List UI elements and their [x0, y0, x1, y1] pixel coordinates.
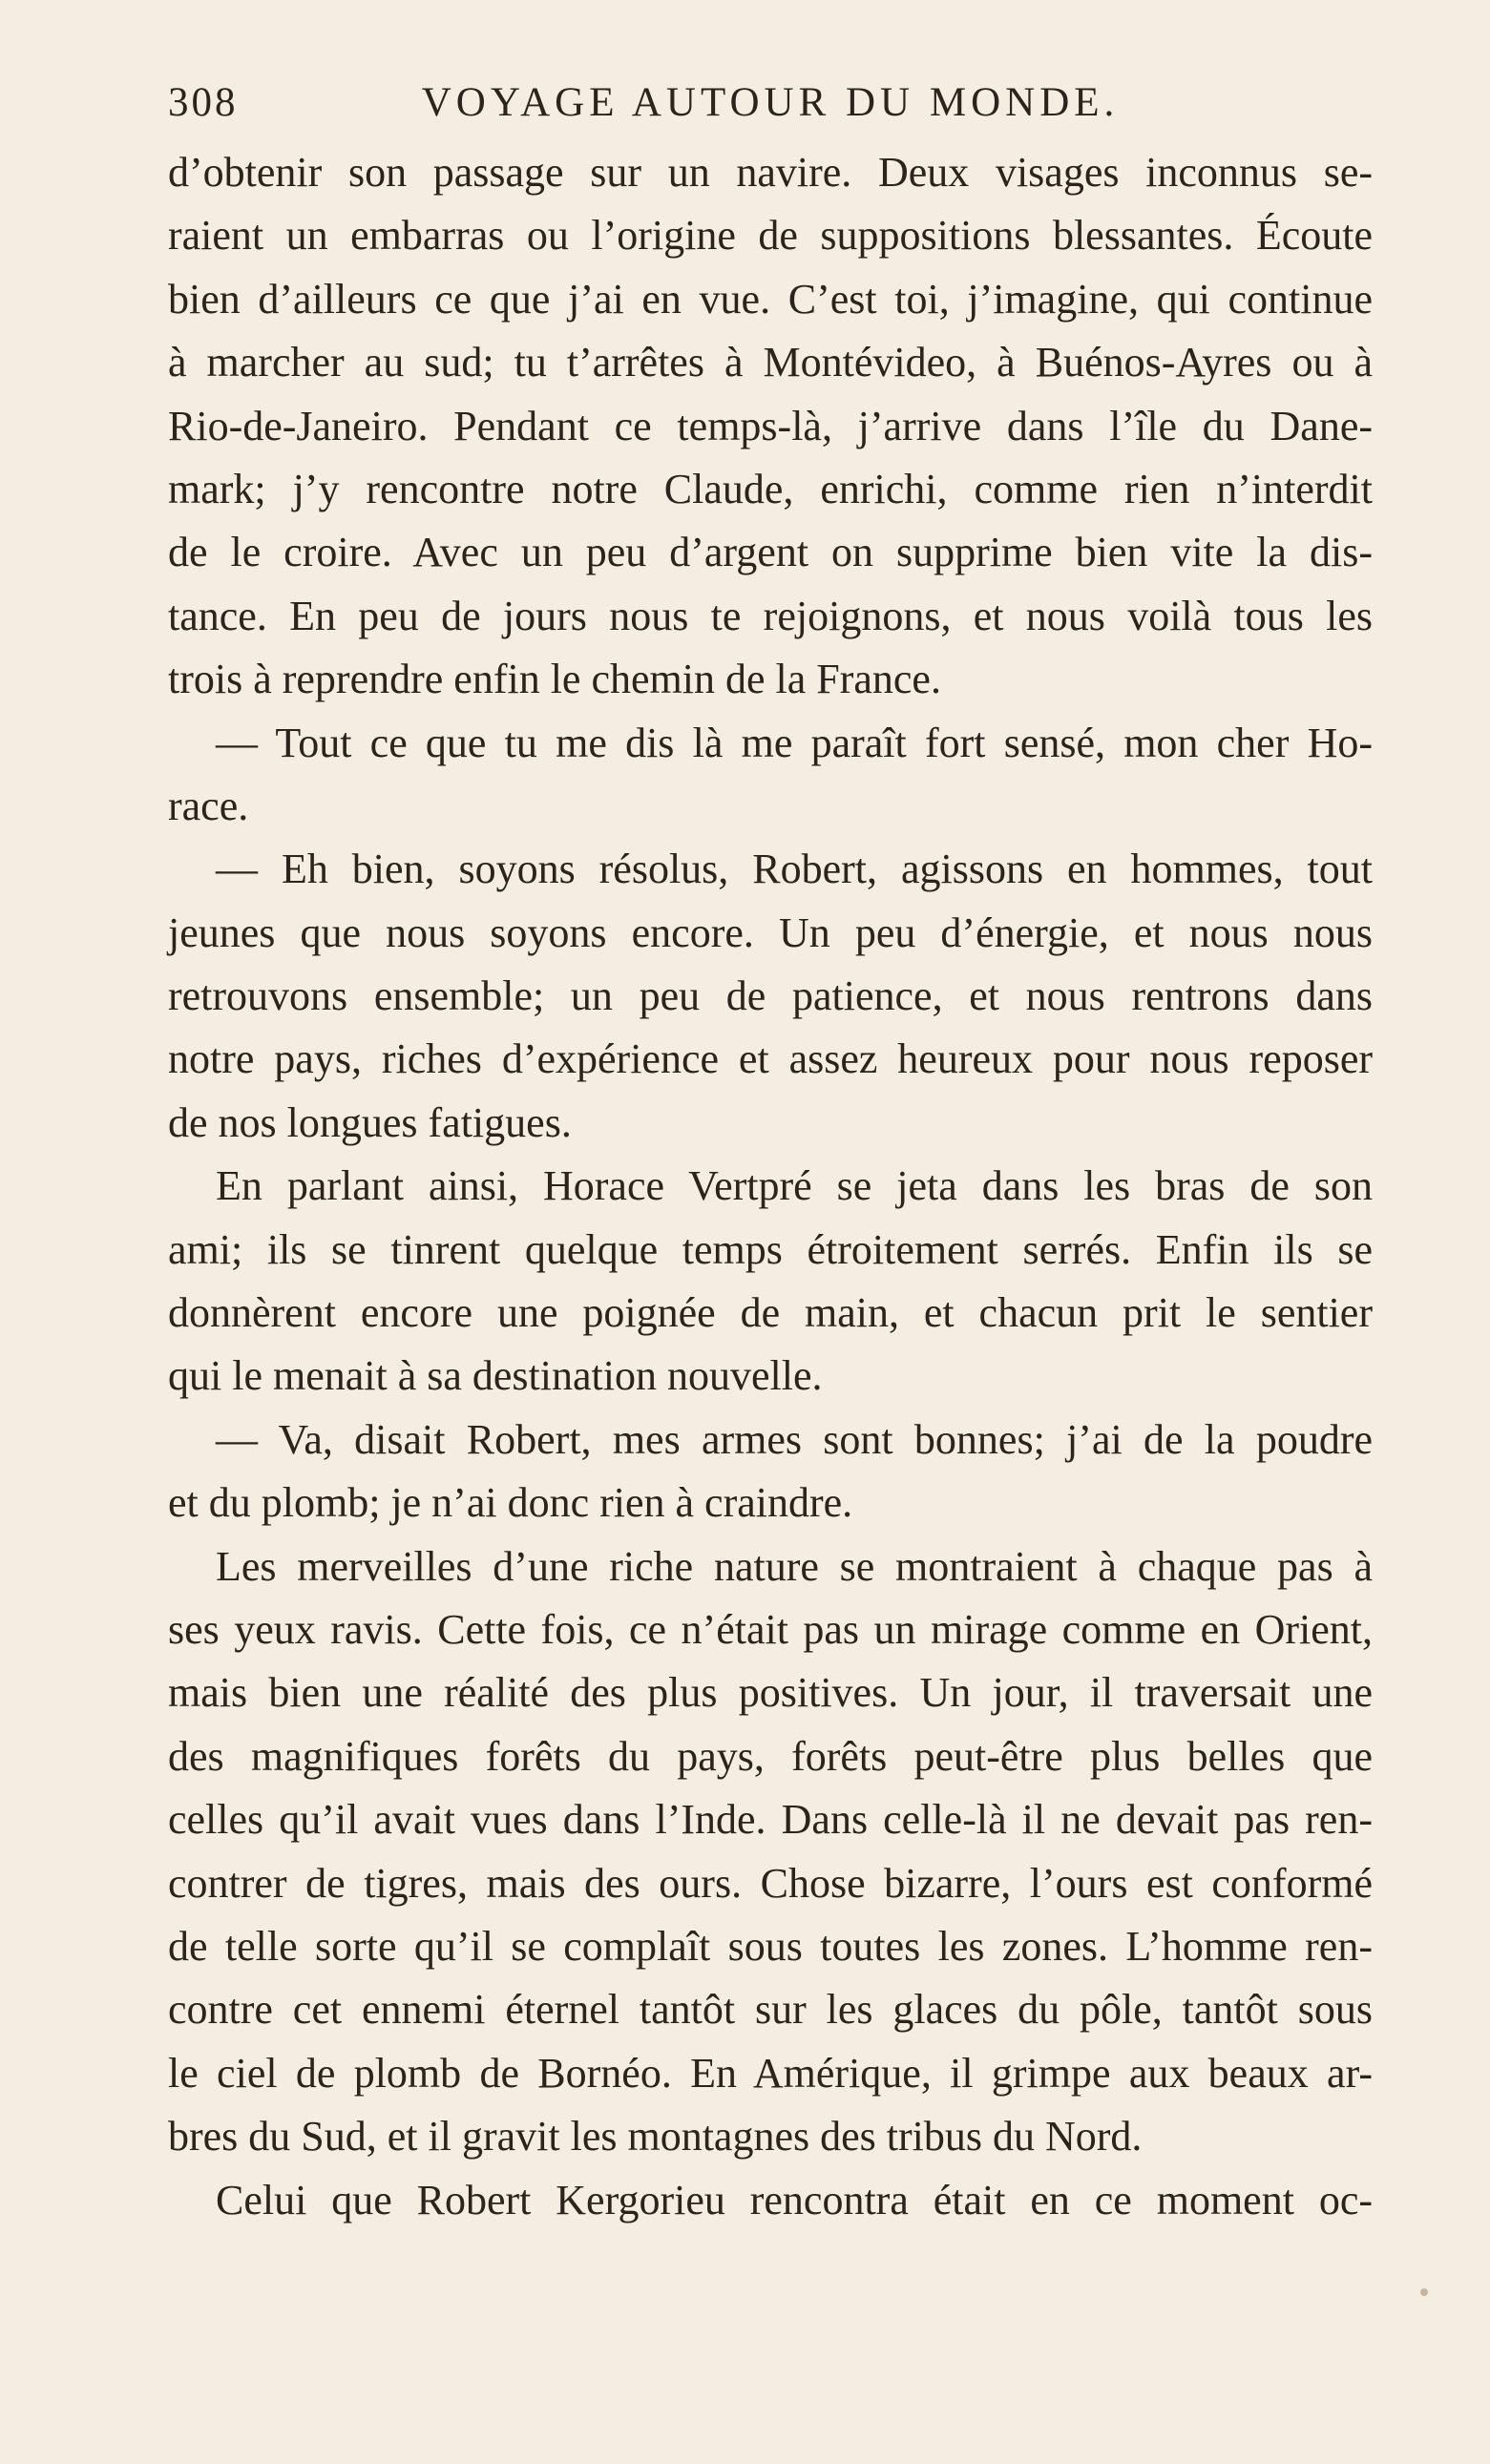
- text-line: raient un embarras ou l’origine de suppositions blessantes. Écoute: [168, 212, 1373, 260]
- text-line: mais bien une réalité des plus positives. Un jour, il traversait une: [168, 1669, 1373, 1717]
- text-line: ses yeux ravis. Cette fois, ce n’était pas un mirage comme en Orient,: [168, 1605, 1373, 1653]
- text-line: Celui que Robert Kergorieu rencontra était en ce moment oc-: [216, 2176, 1373, 2224]
- text-line: celles qu’il avait vues dans l’Inde. Dans celle-là il ne devait pas ren-: [168, 1796, 1373, 1844]
- paper-stain: [1420, 2288, 1428, 2296]
- text-line: — Eh bien, soyons résolus, Robert, agissons en hommes, tout: [216, 846, 1373, 893]
- text-line: ami; ils se tinrent quelque temps étroitement serrés. Enfin ils se: [168, 1225, 1373, 1273]
- text-line: — Tout ce que tu me dis là me paraît fort sensé, mon cher Ho-: [216, 719, 1373, 766]
- text-line: Rio-de-Janeiro. Pendant ce temps-là, j’arrive dans l’île du Dane-: [168, 402, 1373, 449]
- text-line: race.: [168, 782, 249, 829]
- text-line: et du plomb; je n’ai donc rien à craindre.: [168, 1479, 853, 1527]
- text-line: jeunes que nous soyons encore. Un peu d’énergie, et nous nous: [168, 908, 1373, 956]
- text-line: des magnifiques forêts du pays, forêts peut-être plus belles que: [168, 1732, 1373, 1780]
- text-line: à marcher au sud; tu t’arrêtes à Montévideo, à Buénos-Ayres ou à: [168, 339, 1373, 386]
- text-line: contre cet ennemi éternel tantôt sur les glaces du pôle, tantôt sous: [168, 1986, 1373, 2034]
- text-line: notre pays, riches d’expérience et assez heureux pour nous reposer: [168, 1035, 1373, 1083]
- text-line: En parlant ainsi, Horace Vertpré se jeta dans les bras de son: [216, 1162, 1373, 1210]
- page-number: 308: [168, 80, 239, 125]
- text-line: — Va, disait Robert, mes armes sont bonnes; j’ai de la poudre: [216, 1415, 1373, 1463]
- text-line: mark; j’y rencontre notre Claude, enrichi, comme rien n’interdit: [168, 465, 1373, 512]
- text-line: donnèrent encore une poignée de main, et chacun prit le sentier: [168, 1289, 1373, 1337]
- running-title: VOYAGE AUTOUR DU MONDE.: [421, 80, 1120, 125]
- text-line: bien d’ailleurs ce que j’ai en vue. C’est toi, j’imagine, qui continue: [168, 275, 1373, 323]
- text-line: d’obtenir son passage sur un navire. Deux visages inconnus se-: [168, 149, 1373, 196]
- text-line: le ciel de plomb de Bornéo. En Amérique, il grimpe aux beaux ar-: [168, 2049, 1373, 2097]
- text-line: qui le menait à sa destination nouvelle.: [168, 1352, 823, 1400]
- page-header: [168, 79, 1373, 136]
- text-line: trois à reprendre enfin le chemin de la France.: [168, 656, 941, 703]
- text-line: contrer de tigres, mais des ours. Chose bizarre, l’ours est conformé: [168, 1859, 1373, 1907]
- text-line: retrouvons ensemble; un peu de patience, et nous rentrons dans: [168, 972, 1373, 1020]
- text-line: tance. En peu de jours nous te rejoignons, et nous voilà tous les: [168, 592, 1373, 639]
- text-line: Les merveilles d’une riche nature se montraient à chaque pas à: [216, 1542, 1373, 1590]
- text-line: de nos longues fatigues.: [168, 1098, 572, 1146]
- body-text: [168, 141, 1373, 2232]
- text-line: de le croire. Avec un peu d’argent on supprime bien vite la dis-: [168, 529, 1373, 576]
- text-line: de telle sorte qu’il se complaît sous toutes les zones. L’homme ren-: [168, 1922, 1373, 1970]
- text-line: bres du Sud, et il gravit les montagnes des tribus du Nord.: [168, 2113, 1143, 2161]
